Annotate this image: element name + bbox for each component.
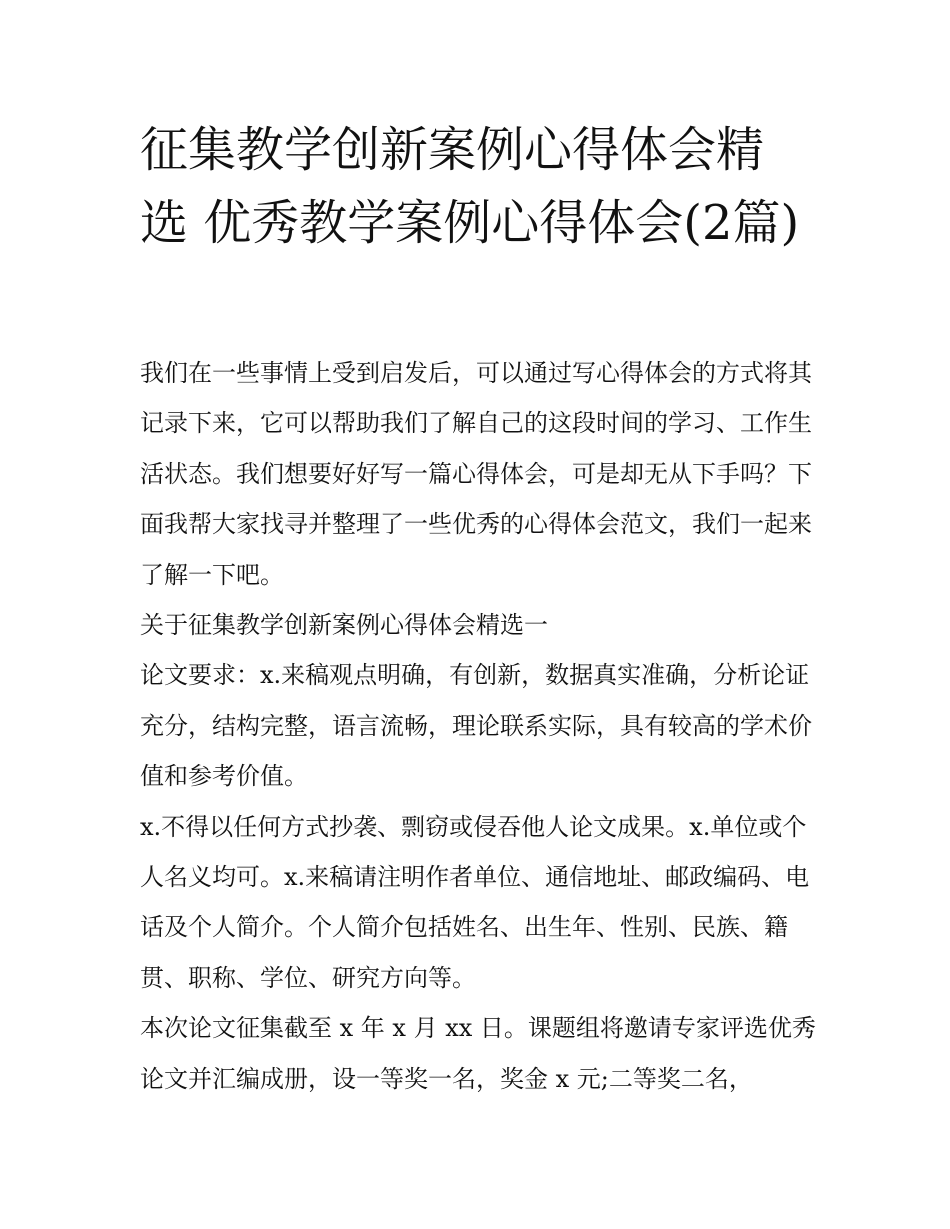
requirements-paragraph: 论文要求：x.来稿观点明确，有创新，数据真实准确，分析论证充分，结构完整，语言流畅，理论联系实际，具有较高的学术价值和参考价值。 [140,661,812,791]
intro-paragraph: 我们在一些事情上受到启发后，可以通过写心得体会的方式将其记录下来，它可以帮助我们了解自己的这段时间的学习、工作生活状态。我们想要好好写一篇心得体会，可是却无从下手吗？下面我帮大家找寻并整理了一些优秀的心得体会范文，我们一起来了解一下吧。 [140,359,812,589]
submission-rules-paragraph: x.不得以任何方式抄袭、剽窃或侵吞他人论文成果。x.单位或个人名义均可。x.来稿请注明作者单位、通信地址、邮政编码、电话及个人简介。个人简介包括姓名、出生年、性别、民族、籍贯、职称、学位、研究方向等。 [140,812,810,992]
document-body [140,348,820,1104]
document-title: 征集教学创新案例心得体会精选 优秀教学案例心得体会(2篇) [140,122,800,251]
section-heading: 关于征集教学创新案例心得体会精选一 [140,611,548,640]
deadline-paragraph: 本次论文征集截至 x 年 x 月 xx 日。课题组将邀请专家评选优秀论文并汇编成册，设一等奖一名，奖金 x 元;二等奖二名， [140,1014,816,1093]
